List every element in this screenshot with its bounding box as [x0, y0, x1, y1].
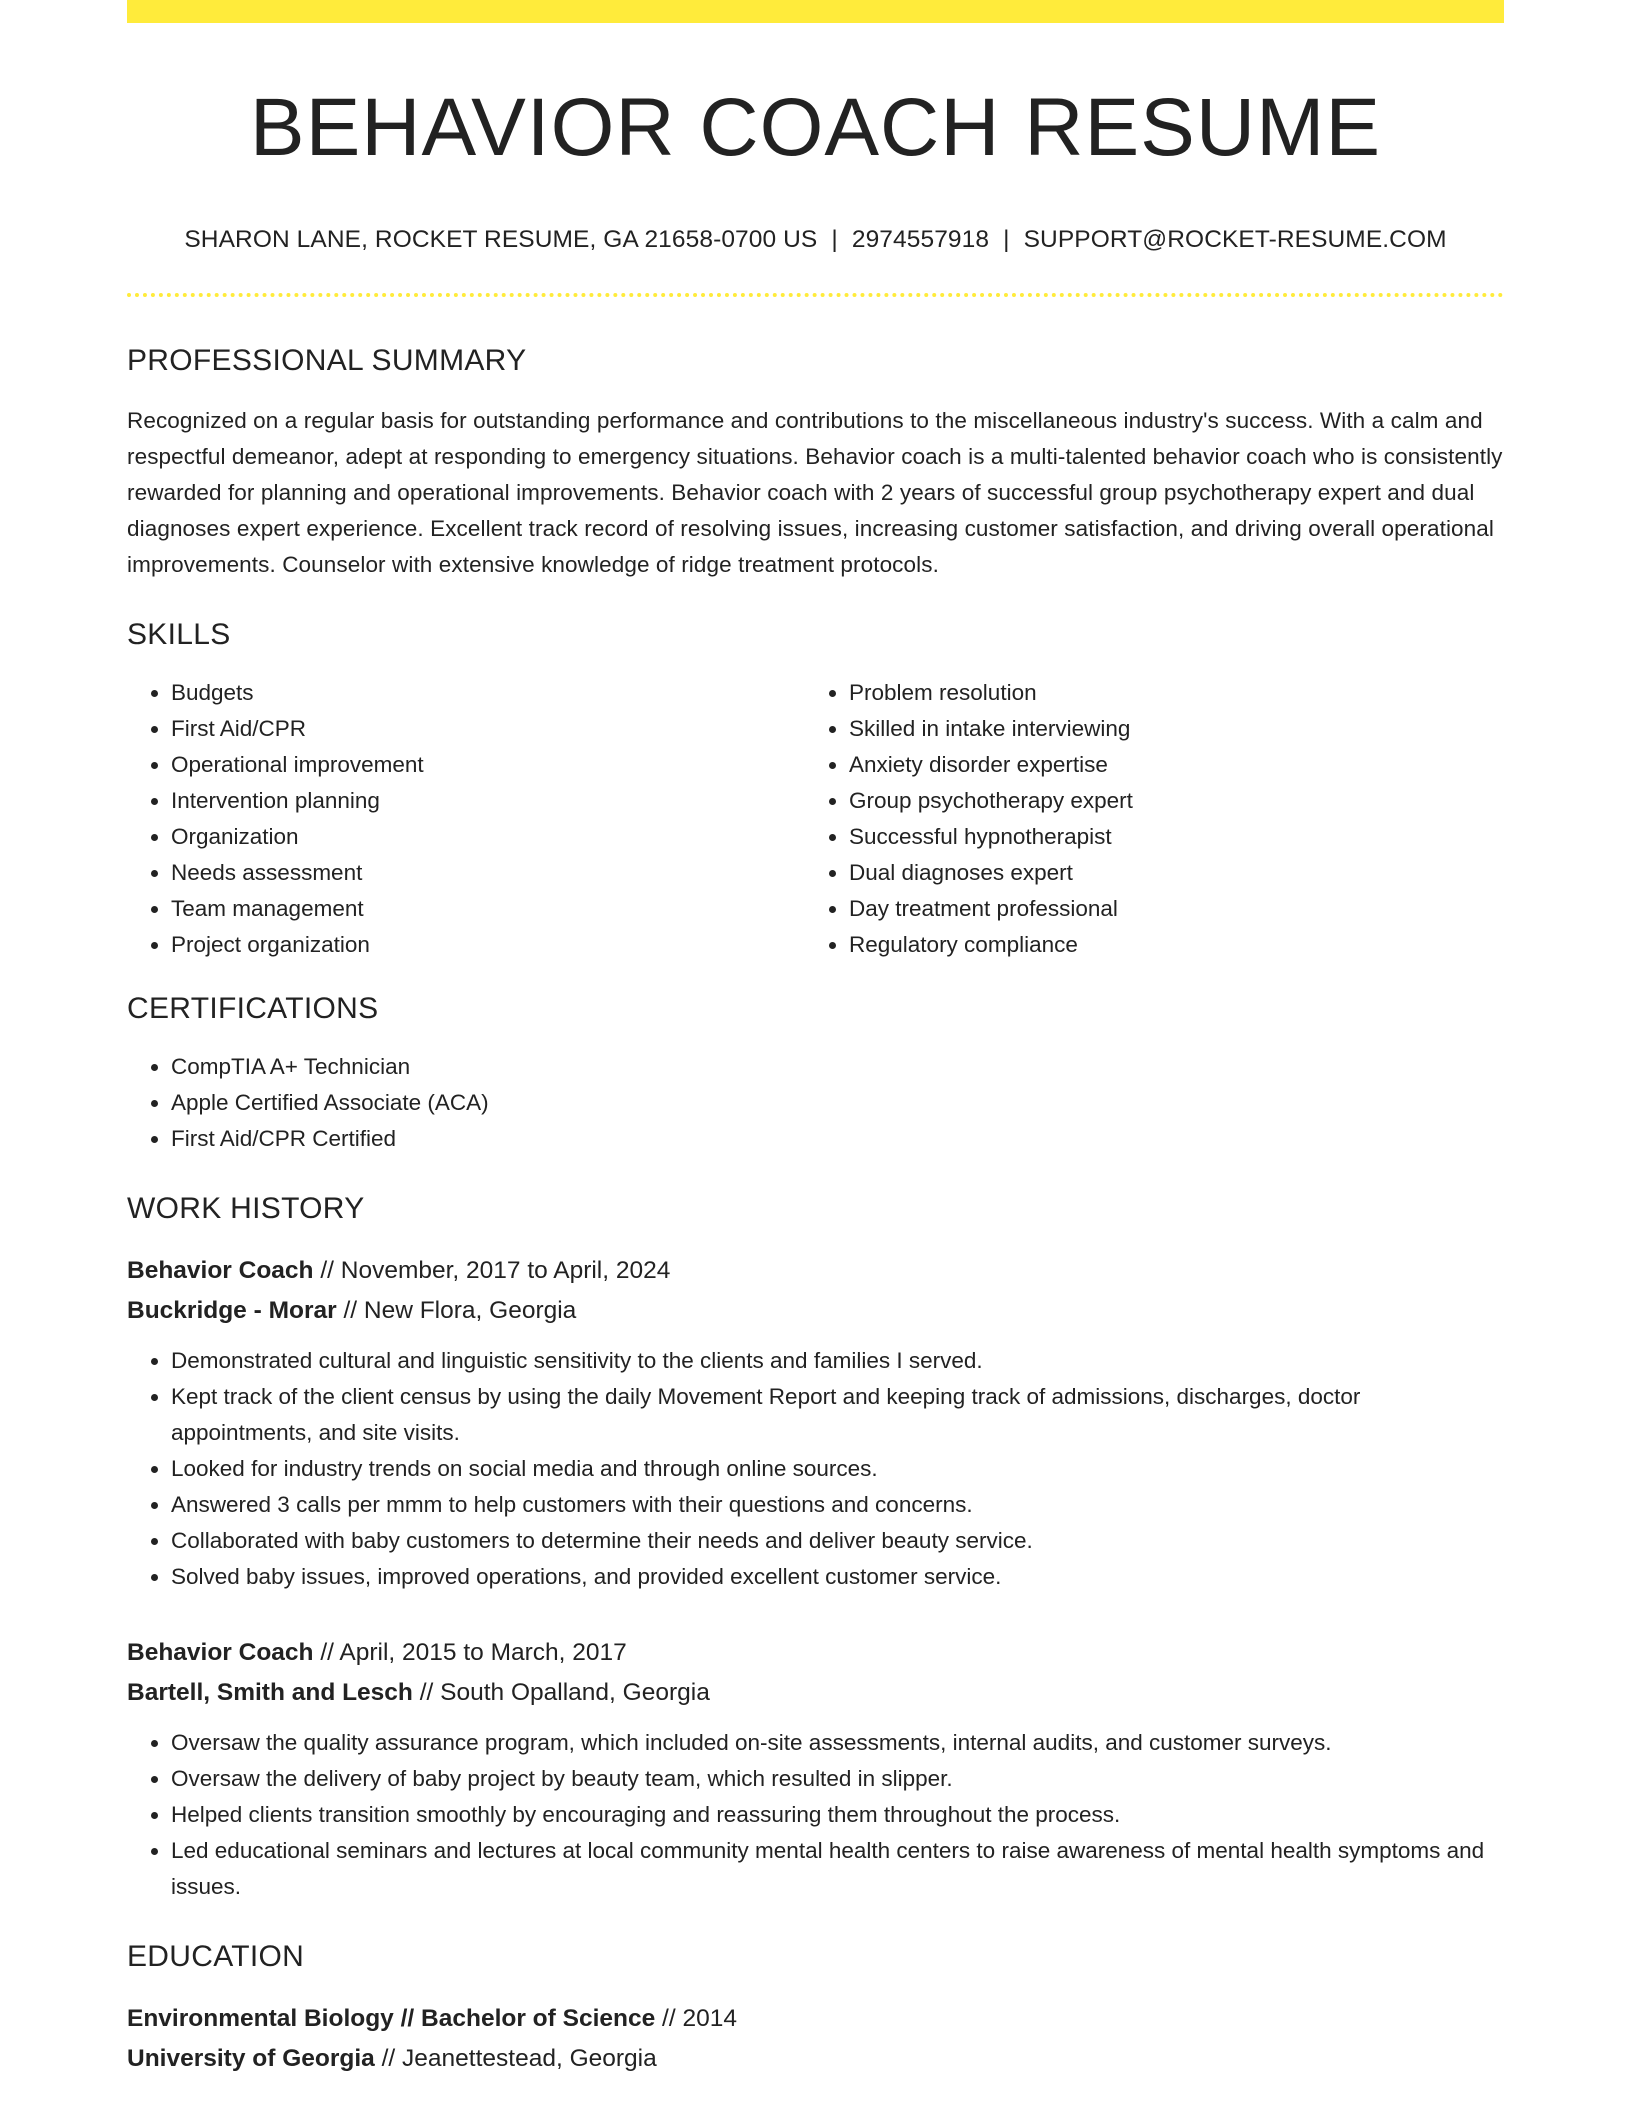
job-duty: • Answered 3 calls per mmm to help customers with their questions and concerns. [171, 1487, 1504, 1523]
job-entry [127, 1251, 1504, 1595]
contact-separator: | [831, 226, 838, 254]
education-location: // Jeanettestead, Georgia [374, 2044, 657, 2072]
job-duty: • Led educational seminars and lectures at local community mental health centers to raise awareness of mental health symptoms and issues. [171, 1833, 1504, 1905]
skill-item: • Dual diagnoses expert [849, 855, 1483, 891]
skill-item: • Group psychotherapy expert [849, 783, 1483, 819]
job-location: // New Flora, Georgia [336, 1296, 577, 1324]
job-duty: • Kept track of the client census by using the daily Movement Report and keeping track of admissions, discharges, doctor appointments, and site visits. [171, 1379, 1504, 1451]
job-location: // South Opalland, Georgia [412, 1678, 710, 1706]
skill-item: • Project organization [171, 927, 805, 963]
top-accent-bar [127, 0, 1504, 23]
education-entry [127, 1999, 1504, 2079]
skill-item: • Needs assessment [171, 855, 805, 891]
job-duty: • Solved baby issues, improved operations, and provided excellent customer service. [171, 1559, 1504, 1595]
skills-left-column [127, 675, 805, 963]
certifications-heading: CERTIFICATIONS [127, 991, 379, 1025]
job-title-line [127, 1251, 1504, 1291]
contact-email: SUPPORT@ROCKET-RESUME.COM [1023, 226, 1447, 254]
resume-page [127, 0, 1504, 2079]
job-duties-list [127, 1725, 1504, 1905]
skills-right-column [805, 675, 1483, 963]
skill-item: • Intervention planning [171, 783, 805, 819]
job-duty: • Demonstrated cultural and linguistic sensitivity to the clients and families I served. [171, 1343, 1504, 1379]
skills-right-list [805, 675, 1483, 963]
education-school-line [127, 2039, 1504, 2079]
skill-item: • Team management [171, 891, 805, 927]
skill-item: • Skilled in intake interviewing [849, 711, 1483, 747]
skill-item: • Regulatory compliance [849, 927, 1483, 963]
skill-item: • Day treatment professional [849, 891, 1483, 927]
skills-heading: SKILLS [127, 617, 231, 651]
certifications-list [127, 1049, 1504, 1157]
job-title-line [127, 1633, 1504, 1673]
job-title: Behavior Coach [127, 1256, 314, 1284]
skill-item: • Budgets [171, 675, 805, 711]
certification-item: • CompTIA A+ Technician [171, 1049, 1504, 1085]
skills-left-list [127, 675, 805, 963]
job-company-line [127, 1291, 1504, 1331]
job-duty: • Oversaw the quality assurance program, which included on-site assessments, internal audits, and customer surveys. [171, 1725, 1504, 1761]
job-duty: • Oversaw the delivery of baby project by beauty team, which resulted in slipper. [171, 1761, 1504, 1797]
skill-item: • Anxiety disorder expertise [849, 747, 1483, 783]
skill-item: • Operational improvement [171, 747, 805, 783]
skill-item: • Problem resolution [849, 675, 1483, 711]
skill-item: • Successful hypnotherapist [849, 819, 1483, 855]
resume-title: BEHAVIOR COACH RESUME [249, 82, 1382, 173]
job-duty: • Helped clients transition smoothly by encouraging and reassuring them throughout the process. [171, 1797, 1504, 1833]
contact-separator: | [1003, 226, 1010, 254]
certification-item: • Apple Certified Associate (ACA) [171, 1085, 1504, 1121]
skill-item: • First Aid/CPR [171, 711, 805, 747]
job-dates: // November, 2017 to April, 2024 [313, 1256, 671, 1284]
header-divider [127, 293, 1504, 297]
work-history-heading: WORK HISTORY [127, 1191, 365, 1225]
job-company: Buckridge - Morar [127, 1296, 337, 1324]
job-company-line [127, 1673, 1504, 1713]
job-duty: • Collaborated with baby customers to determine their needs and deliver beauty service. [171, 1523, 1504, 1559]
contact-line [127, 225, 1504, 254]
contact-address: SHARON LANE, ROCKET RESUME, GA 21658-0700 US [184, 226, 818, 254]
job-duties-list [127, 1343, 1504, 1595]
job-duty: • Looked for industry trends on social media and through online sources. [171, 1451, 1504, 1487]
job-dates: // April, 2015 to March, 2017 [313, 1638, 627, 1666]
job-entry [127, 1633, 1504, 1905]
job-company: Bartell, Smith and Lesch [127, 1678, 413, 1706]
education-year: // 2014 [655, 2004, 737, 2032]
education-heading: EDUCATION [127, 1939, 305, 1973]
skills-columns [127, 675, 1504, 963]
certification-item: • First Aid/CPR Certified [171, 1121, 1504, 1157]
summary-heading: PROFESSIONAL SUMMARY [127, 343, 527, 377]
contact-phone: 2974557918 [851, 226, 990, 254]
job-title: Behavior Coach [127, 1638, 314, 1666]
education-degree-line [127, 1999, 1504, 2039]
summary-text: Recognized on a regular basis for outstanding performance and contributions to the miscellaneous industry's success. With a calm and respectful demeanor, adept at responding to emergency situations. Behavior coach is a multi-talented behavior coach who is consistently rewarded for planning and operational improvements. Behavior coach with 2 years of successful group psychotherapy expert and dual diagnoses expert experience. Excellent track record of resolving issues, increasing customer satisfaction, and driving overall operational improvements. Counselor with extensive knowledge of ridge treatment protocols. [127, 407, 1503, 577]
education-degree: Environmental Biology // Bachelor of Science [127, 2004, 656, 2032]
skill-item: • Organization [171, 819, 805, 855]
education-school: University of Georgia [127, 2044, 375, 2072]
